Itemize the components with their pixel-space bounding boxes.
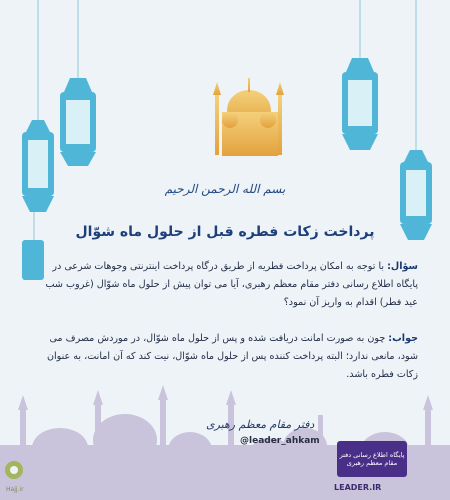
logo-text: پایگاه اطلاع رسانی دفتر مقام معظم رهبری [339, 451, 405, 467]
golden-mosque-icon [213, 78, 284, 156]
hajj-logo-text: Hajj.ir [6, 486, 24, 493]
hajj-logo-icon [5, 461, 23, 479]
question-label: سؤال: [387, 261, 418, 272]
leader-office-logo [337, 441, 407, 477]
bismillah-calligraphy: بسم الله الرحمن الرحیم [164, 182, 286, 196]
question-paragraph [32, 258, 418, 312]
answer-text: چون به صورت امانت دریافت شده و پس از حلول ماه شوّال، در موردش مصرف می شود، مانعی ندارد؛ البته پرداخت کننده پس از حلول ماه شوّال، نیت کند که آن امانت، به عنوان زکات فطره باشد. [46, 333, 418, 380]
lantern-icon-right-large [342, 0, 378, 150]
answer-label: جواب: [388, 333, 418, 344]
answer-paragraph [32, 330, 418, 384]
lantern-icon-left-large [60, 0, 96, 166]
question-text: با توجه به امکان پرداخت فطریه از طریق درگاه پرداخت اینترنتی وجوهات شرعی در پایگاه اطلاع رسانی دفتر مقام معظم رهبری، آیا می توان پیش از حلول ماه شوّال (غروب شب عید فطر) اقدام به واریز آن نمود؟ [45, 261, 418, 308]
office-signature: دفتر مقام معظم رهبری [206, 418, 315, 431]
website-url: LEADER.IR [334, 483, 382, 492]
social-handle: @leader_ahkam [240, 436, 320, 446]
page-title: پرداخت زکات فطره قبل از حلول ماه شوّال [75, 224, 375, 240]
lantern-icon-left-small [22, 0, 54, 212]
lantern-icon-right-small [400, 0, 432, 240]
